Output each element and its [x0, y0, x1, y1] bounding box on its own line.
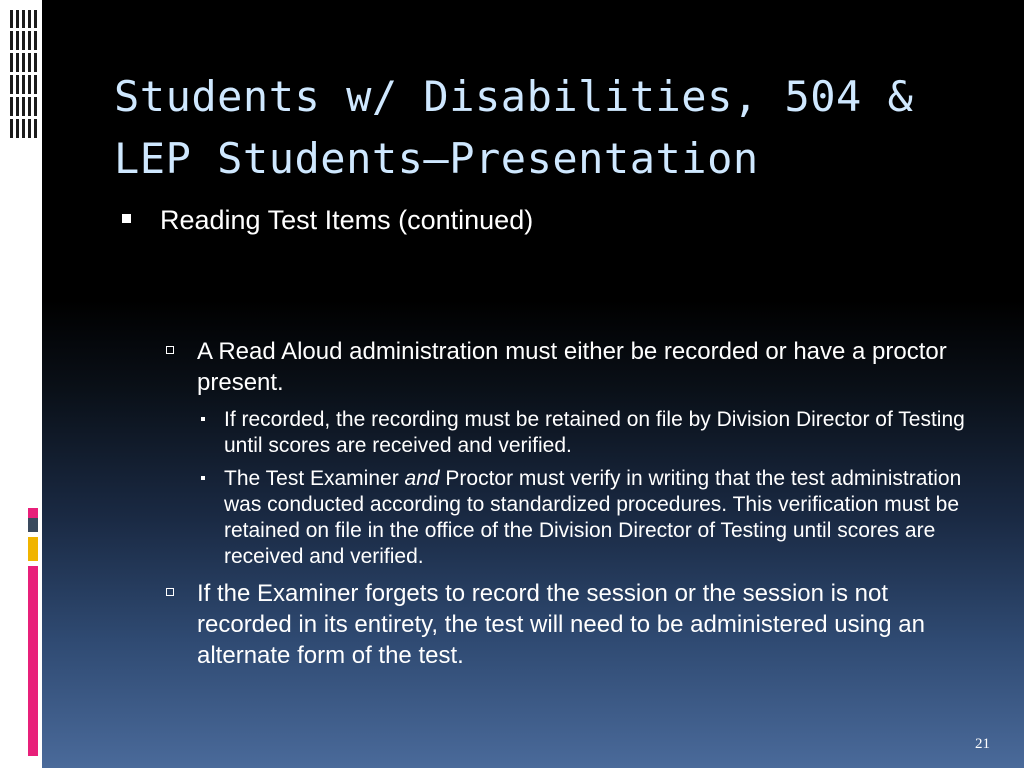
page-number: 21	[975, 736, 990, 752]
slide-body	[166, 336, 966, 671]
pink-stripe-small	[28, 508, 38, 518]
sub-list-item-text-after: Proctor must verify in writing that the test administration was conducted according to standardized procedures. This verification must be retained on file in the office of the Division Director of Testing until scores are received and verified.	[224, 467, 962, 568]
slide-template-mark-icon	[0, 0, 42, 140]
list-item-text: If the Examiner forgets to record the session or the session is not recorded in its entirety, the test will need to be administered using an alternate form of the test.	[197, 580, 925, 669]
list-item-text: A Read Aloud administration must either be recorded or have a proctor present.	[197, 338, 947, 396]
left-decorative-bar	[0, 0, 42, 768]
small-square-bullet-icon	[201, 417, 205, 421]
top-level-bullet	[122, 200, 533, 240]
sub-list-item-text-before: The Test Examiner	[224, 467, 405, 490]
slate-stripe	[28, 518, 38, 532]
list-item	[166, 578, 966, 671]
top-level-bullet-text: Reading Test Items (continued)	[160, 205, 534, 235]
slide-title: Students w/ Disabilities, 504 & LEP Students—Presentation	[114, 72, 914, 183]
pink-stripe-long	[28, 566, 38, 756]
small-square-bullet-icon	[201, 476, 205, 480]
list-item	[166, 336, 966, 398]
square-bullet-icon	[122, 214, 131, 223]
sub-list-item	[197, 466, 966, 570]
sub-list-item	[197, 407, 966, 459]
gold-stripe	[28, 537, 38, 561]
hollow-square-bullet-icon	[166, 588, 174, 596]
hollow-square-bullet-icon	[166, 346, 174, 354]
sub-list-item-emphasis: and	[404, 467, 440, 490]
sub-list-item-text: If recorded, the recording must be retained on file by Division Director of Testing until scores are received and verified.	[224, 408, 965, 457]
